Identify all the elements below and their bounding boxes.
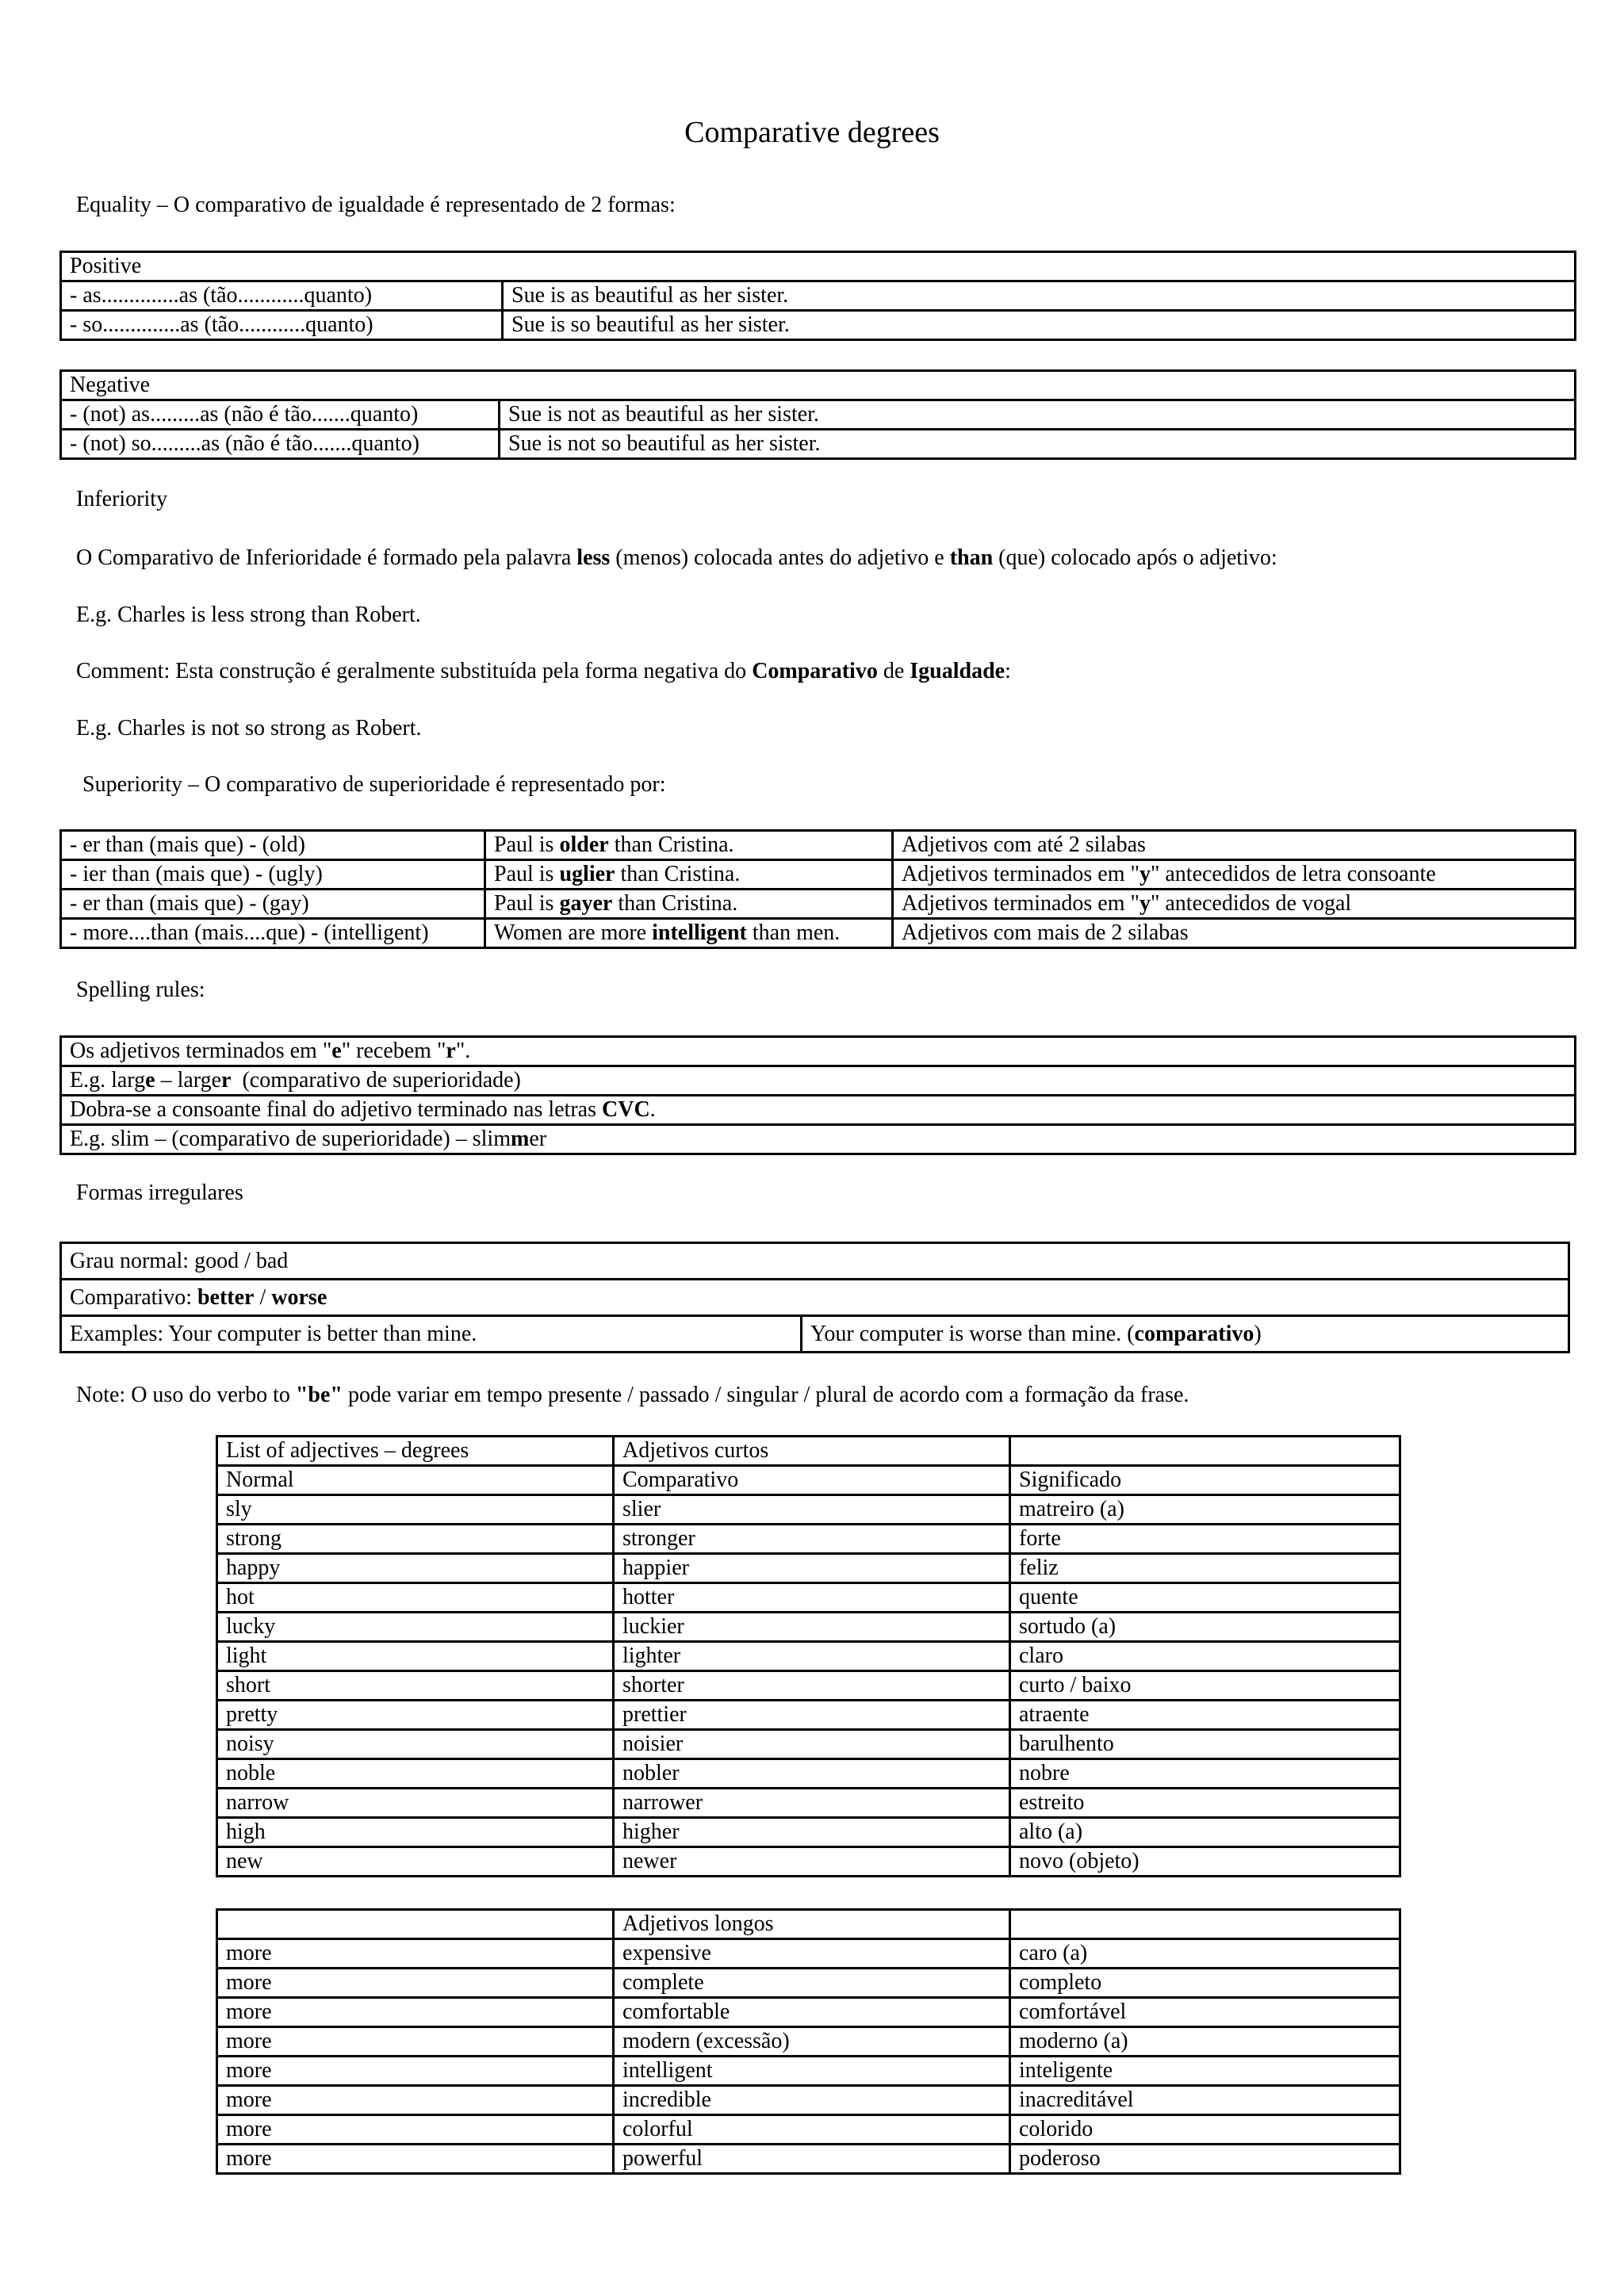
superiority-intro: Superiority – O comparativo de superioridade é representado por:	[82, 772, 666, 797]
table-row	[61, 1316, 1569, 1353]
table-cell: Adjetivos terminados em "y" antecedidos de letra consoante	[893, 860, 1576, 890]
table-row	[217, 1525, 1400, 1554]
table-cell: Adjetivos terminados em "y" antecedidos de vogal	[893, 890, 1576, 919]
table-cell: forte	[1010, 1525, 1400, 1554]
positive-header: Positive	[61, 252, 1576, 281]
table-cell: barulhento	[1010, 1730, 1400, 1759]
table-cell: comfortable	[614, 1998, 1010, 2027]
table-row	[217, 1554, 1400, 1583]
table-row	[61, 1280, 1569, 1316]
table-row	[61, 890, 1576, 919]
table-cell: - ier than (mais que) - (ugly)	[61, 860, 485, 890]
table-cell: high	[217, 1818, 614, 1847]
table-cell: narrower	[614, 1789, 1010, 1818]
irregular-heading: Formas irregulares	[76, 1181, 243, 1205]
table-cell: newer	[614, 1847, 1010, 1877]
negative-table	[59, 369, 1576, 460]
table-row	[61, 1243, 1569, 1280]
table-row	[61, 831, 1576, 860]
table-cell: Women are more intelligent than men.	[485, 919, 893, 948]
table-row	[217, 1969, 1400, 1998]
table-cell: E.g. large – larger (comparativo de superioridade)	[61, 1066, 1576, 1096]
table-cell: lighter	[614, 1642, 1010, 1671]
table-cell: noble	[217, 1759, 614, 1789]
table-cell: incredible	[614, 2086, 1010, 2115]
table-row	[217, 1495, 1400, 1525]
table-cell: - as..............as (tão............quanto)	[61, 281, 503, 311]
table-cell: more	[217, 1969, 614, 1998]
table-row	[61, 311, 1576, 340]
table-row	[61, 430, 1576, 459]
table-cell: Grau normal: good / bad	[61, 1243, 1569, 1280]
table-cell: happier	[614, 1554, 1010, 1583]
table-cell: completo	[1010, 1969, 1400, 1998]
table-row	[61, 1037, 1576, 1066]
table-cell: Adjetivos com até 2 silabas	[893, 831, 1576, 860]
inferiority-example-2: E.g. Charles is not so strong as Robert.	[76, 716, 422, 740]
table-row	[61, 1125, 1576, 1154]
table-cell: novo (objeto)	[1010, 1847, 1400, 1877]
table-cell: pretty	[217, 1701, 614, 1730]
table-cell: intelligent	[614, 2057, 1010, 2086]
table-cell: noisier	[614, 1730, 1010, 1759]
table-row	[217, 1910, 1400, 1939]
table-cell: estreito	[1010, 1789, 1400, 1818]
table-row	[217, 1789, 1400, 1818]
table-cell: light	[217, 1642, 614, 1671]
table-row	[217, 1466, 1400, 1495]
table-cell: Sue is so beautiful as her sister.	[503, 311, 1576, 340]
table-cell: prettier	[614, 1701, 1010, 1730]
table-cell: shorter	[614, 1671, 1010, 1701]
table-cell: luckier	[614, 1613, 1010, 1642]
long-adjectives-table	[216, 1908, 1401, 2175]
table-cell: E.g. slim – (comparativo de superioridade) – slimmer	[61, 1125, 1576, 1154]
table-cell: inteligente	[1010, 2057, 1400, 2086]
table-cell: Normal	[217, 1466, 614, 1495]
table-cell: modern (excessão)	[614, 2027, 1010, 2057]
table-cell: Adjetivos longos	[614, 1910, 1010, 1939]
table-cell: sly	[217, 1495, 614, 1525]
table-cell: more	[217, 2145, 614, 2174]
table-cell	[217, 1910, 614, 1939]
table-cell: colorful	[614, 2115, 1010, 2145]
table-cell: - er than (mais que) - (gay)	[61, 890, 485, 919]
table-cell: Sue is not so beautiful as her sister.	[500, 430, 1576, 459]
table-cell: inacreditável	[1010, 2086, 1400, 2115]
table-row	[217, 1998, 1400, 2027]
table-row	[217, 1759, 1400, 1789]
table-cell: colorido	[1010, 2115, 1400, 2145]
table-cell: Comparativo	[614, 1466, 1010, 1495]
note: Note: O uso do verbo to "be" pode variar em tempo presente / passado / singular / plural de acordo com a formação da frase.	[76, 1383, 1189, 1407]
table-cell: more	[217, 2086, 614, 2115]
table-row	[61, 919, 1576, 948]
table-row	[61, 281, 1576, 311]
table-row	[217, 1730, 1400, 1759]
table-cell: happy	[217, 1554, 614, 1583]
table-cell: - (not) as.........as (não é tão.......quanto)	[61, 400, 500, 430]
table-cell: more	[217, 2027, 614, 2057]
table-row	[217, 1671, 1400, 1701]
table-cell: Examples: Your computer is better than mine.	[61, 1316, 802, 1353]
table-cell: sortudo (a)	[1010, 1613, 1400, 1642]
irregular-table	[59, 1242, 1570, 1353]
spelling-table	[59, 1035, 1576, 1155]
table-row	[217, 2115, 1400, 2145]
table-cell: Sue is as beautiful as her sister.	[503, 281, 1576, 311]
table-cell: complete	[614, 1969, 1010, 1998]
table-row	[217, 1583, 1400, 1613]
table-cell: Os adjetivos terminados em "e" recebem "r".	[61, 1037, 1576, 1066]
table-cell: quente	[1010, 1583, 1400, 1613]
table-cell: narrow	[217, 1789, 614, 1818]
table-row	[217, 1701, 1400, 1730]
table-cell: stronger	[614, 1525, 1010, 1554]
table-cell: poderoso	[1010, 2145, 1400, 2174]
spelling-heading: Spelling rules:	[76, 978, 205, 1002]
table-cell: curto / baixo	[1010, 1671, 1400, 1701]
page-title: Comparative degrees	[684, 116, 940, 149]
table-cell: atraente	[1010, 1701, 1400, 1730]
table-cell: Dobra-se a consoante final do adjetivo terminado nas letras CVC.	[61, 1096, 1576, 1125]
table-cell: - (not) so.........as (não é tão.......quanto)	[61, 430, 500, 459]
table-row	[217, 1437, 1400, 1466]
table-cell: higher	[614, 1818, 1010, 1847]
table-cell	[1010, 1437, 1400, 1466]
table-row	[217, 2027, 1400, 2057]
table-cell: Paul is older than Cristina.	[485, 831, 893, 860]
table-cell: - er than (mais que) - (old)	[61, 831, 485, 860]
table-cell: short	[217, 1671, 614, 1701]
table-cell: more	[217, 1998, 614, 2027]
inferiority-example-1: E.g. Charles is less strong than Robert.	[76, 603, 421, 627]
table-cell: Your computer is worse than mine. (comparativo)	[802, 1316, 1569, 1353]
table-cell: Paul is uglier than Cristina.	[485, 860, 893, 890]
table-cell: nobre	[1010, 1759, 1400, 1789]
short-adjectives-table	[216, 1435, 1401, 1877]
inferiority-paragraph: O Comparativo de Inferioridade é formado pela palavra less (menos) colocada antes do adjetivo e than (que) colocado após o adjetivo:	[76, 545, 1277, 570]
table-cell: hotter	[614, 1583, 1010, 1613]
inferiority-heading: Inferiority	[76, 487, 168, 511]
table-cell: new	[217, 1847, 614, 1877]
table-cell: noisy	[217, 1730, 614, 1759]
table-cell: expensive	[614, 1939, 1010, 1969]
table-row	[217, 2145, 1400, 2174]
table-row	[217, 1847, 1400, 1877]
negative-header: Negative	[61, 371, 1576, 400]
table-cell: more	[217, 2057, 614, 2086]
table-cell: feliz	[1010, 1554, 1400, 1583]
table-cell: Paul is gayer than Cristina.	[485, 890, 893, 919]
table-row	[217, 1642, 1400, 1671]
table-cell: more	[217, 2115, 614, 2145]
table-row	[61, 860, 1576, 890]
table-row	[217, 1613, 1400, 1642]
table-cell: slier	[614, 1495, 1010, 1525]
table-row	[61, 1096, 1576, 1125]
table-row	[217, 1818, 1400, 1847]
table-cell: moderno (a)	[1010, 2027, 1400, 2057]
table-cell: alto (a)	[1010, 1818, 1400, 1847]
table-row	[61, 400, 1576, 430]
table-row	[217, 2086, 1400, 2115]
table-cell: more	[217, 1939, 614, 1969]
table-cell: Adjetivos curtos	[614, 1437, 1010, 1466]
table-cell: Comparativo: better / worse	[61, 1280, 1569, 1316]
table-cell: - so..............as (tão............quanto)	[61, 311, 503, 340]
inferiority-comment: Comment: Esta construção é geralmente substituída pela forma negativa do Comparativo de Igualdade:	[76, 659, 1011, 683]
table-cell: nobler	[614, 1759, 1010, 1789]
table-cell: - more....than (mais....que) - (intelligent)	[61, 919, 485, 948]
table-row	[217, 1939, 1400, 1969]
table-cell: Adjetivos com mais de 2 silabas	[893, 919, 1576, 948]
table-cell: hot	[217, 1583, 614, 1613]
table-cell: Significado	[1010, 1466, 1400, 1495]
superiority-table	[59, 829, 1576, 949]
table-cell: Sue is not as beautiful as her sister.	[500, 400, 1576, 430]
table-cell: comfortável	[1010, 1998, 1400, 2027]
equality-intro: Equality – O comparativo de igualdade é representado de 2 formas:	[76, 193, 676, 217]
table-cell: claro	[1010, 1642, 1400, 1671]
table-cell: matreiro (a)	[1010, 1495, 1400, 1525]
table-cell: powerful	[614, 2145, 1010, 2174]
table-cell: lucky	[217, 1613, 614, 1642]
table-cell: caro (a)	[1010, 1939, 1400, 1969]
table-row	[61, 1066, 1576, 1096]
positive-table	[59, 251, 1576, 341]
table-cell: strong	[217, 1525, 614, 1554]
table-cell: List of adjectives – degrees	[217, 1437, 614, 1466]
table-row	[217, 2057, 1400, 2086]
table-cell	[1010, 1910, 1400, 1939]
